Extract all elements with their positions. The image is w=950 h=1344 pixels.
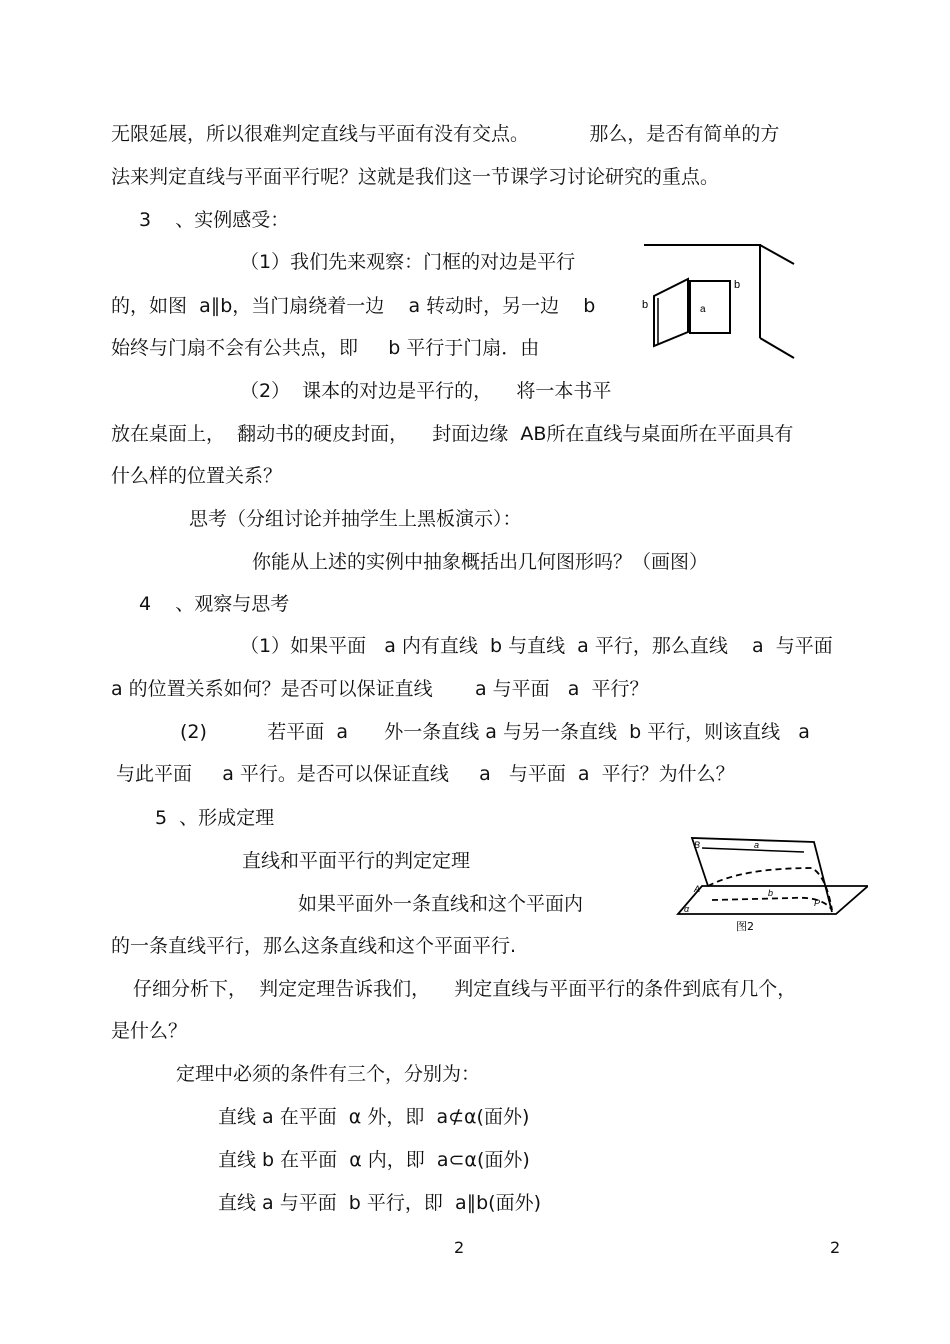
line-17: 5 、形成定理: [155, 807, 275, 829]
plane-figure: [672, 832, 868, 944]
label-B: B: [694, 840, 701, 850]
line-25: 直线 b 在平面 α 内，即 a⊂α(面外): [218, 1149, 530, 1171]
line-12: 4 、观察与思考: [139, 593, 290, 615]
line-05: 的，如图 a∥b，当门扇绕着一边 a 转动时，另一边 b: [111, 295, 596, 317]
line-21: 仔细分析下， 判定定理告诉我们， 判定直线与平面平行的条件到底有几个，: [133, 978, 797, 1000]
line-24: 直线 a 在平面 α 外，即 a⊄α(面外): [218, 1106, 530, 1128]
line-11: 你能从上述的实例中抽象概括出几何图形吗？（画图）: [252, 551, 709, 573]
label-a: a: [754, 840, 760, 850]
door-label-b-edge: b: [642, 299, 649, 311]
line-a: [702, 848, 804, 852]
door-leaf: [654, 279, 688, 346]
line-14: a 的位置关系如何？是否可以保证直线 a 与平面 a 平行？: [111, 678, 649, 700]
door-label-b: b: [734, 279, 741, 291]
line-15: (2) 若平面 a 外一条直线 a 与另一条直线 b 平行，则该直线 a: [180, 721, 810, 743]
line-02: 法来判定直线与平面平行呢？这就是我们这一节课学习讨论研究的重点。: [111, 166, 720, 188]
label-A: A: [694, 884, 701, 894]
label-P: P: [814, 898, 821, 908]
line-18: 直线和平面平行的判定定理: [242, 850, 471, 872]
frame-bottom-diagonal: [760, 338, 794, 358]
door-label-a: a: [700, 304, 706, 315]
line-01: 无限延展，所以很难判定直线与平面有没有交点。 那么，是否有简单的方: [111, 123, 780, 145]
line-20: 的一条直线平行，那么这条直线和这个平面平行.: [111, 935, 517, 957]
label-alpha: α: [684, 904, 690, 914]
figure-caption: 图2: [736, 920, 754, 933]
page-number-right: 2: [830, 1238, 841, 1257]
line-16: 与此平面 a 平行。是否可以保证直线 a 与平面 a 平行？为什么？: [116, 763, 735, 785]
door-opening: [690, 281, 730, 333]
door-figure: [636, 236, 804, 360]
line-22: 是什么？: [111, 1020, 188, 1042]
line-26: 直线 a 与平面 b 平行，即 a∥b(面外): [218, 1192, 542, 1214]
frame-top-diagonal: [760, 245, 794, 264]
line-13: （1）如果平面 a 内有直线 b 与直线 a 平行，那么直线 a 与平面: [240, 635, 833, 657]
line-10: 思考（分组讨论并抽学生上黑板演示）：: [189, 508, 522, 530]
line-06: 始终与门扇不会有公共点，即 b 平行于门扇．由: [111, 337, 540, 359]
line-09: 什么样的位置关系？: [111, 465, 283, 487]
line-03: 3 、实例感受：: [139, 209, 290, 231]
page-number-center: 2: [454, 1238, 465, 1257]
line-23: 定理中必须的条件有三个，分别为：: [176, 1063, 481, 1085]
line-07: （2） 课本的对边是平行的， 将一本书平: [240, 380, 612, 402]
line-08: 放在桌面上， 翻动书的硬皮封面， 封面边缘 AB所在直线与桌面所在平面具有: [111, 423, 794, 445]
line-19: 如果平面外一条直线和这个平面内: [298, 893, 584, 915]
label-b: b: [768, 888, 774, 898]
line-04: （1）我们先来观察：门框的对边是平行: [240, 251, 576, 273]
